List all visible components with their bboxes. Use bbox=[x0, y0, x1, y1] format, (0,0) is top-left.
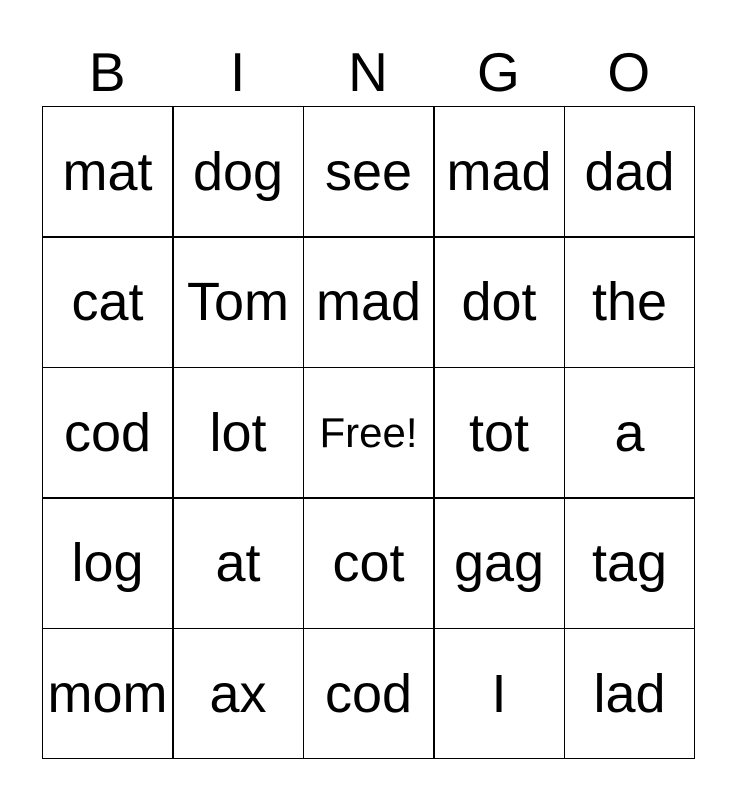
bingo-cell[interactable]: gag bbox=[435, 499, 564, 628]
bingo-cell[interactable]: lot bbox=[174, 368, 303, 497]
bingo-cell[interactable]: at bbox=[174, 499, 303, 628]
bingo-cell[interactable]: mad bbox=[304, 238, 433, 367]
bingo-cell[interactable]: ax bbox=[174, 629, 303, 758]
bingo-cell[interactable]: tot bbox=[435, 368, 564, 497]
bingo-cell[interactable]: see bbox=[304, 107, 433, 236]
bingo-cell[interactable]: mad bbox=[435, 107, 564, 236]
bingo-cell[interactable]: cot bbox=[304, 499, 433, 628]
bingo-cell[interactable]: cod bbox=[304, 629, 433, 758]
bingo-cell[interactable]: log bbox=[43, 499, 172, 628]
bingo-cell-free[interactable]: Free! bbox=[304, 368, 433, 497]
bingo-cell[interactable]: a bbox=[565, 368, 694, 497]
bingo-cell[interactable]: lad bbox=[565, 629, 694, 758]
bingo-header-letter-i: I bbox=[229, 41, 246, 103]
bingo-cell[interactable]: tag bbox=[565, 499, 694, 628]
bingo-cell[interactable]: mat bbox=[43, 107, 172, 236]
bingo-cell[interactable]: Tom bbox=[174, 238, 303, 367]
bingo-cell[interactable]: cod bbox=[43, 368, 172, 497]
bingo-cell[interactable]: I bbox=[435, 629, 564, 758]
bingo-cell[interactable]: dog bbox=[174, 107, 303, 236]
bingo-cell[interactable]: mom bbox=[43, 629, 172, 758]
bingo-header-letter-g: G bbox=[476, 41, 520, 103]
bingo-grid bbox=[42, 106, 695, 759]
bingo-header-letter-o: O bbox=[607, 41, 651, 103]
bingo-header bbox=[42, 40, 694, 103]
bingo-cell[interactable]: dad bbox=[565, 107, 694, 236]
bingo-cell[interactable]: the bbox=[565, 238, 694, 367]
bingo-header-letter-n: N bbox=[348, 41, 388, 103]
bingo-card bbox=[42, 40, 694, 759]
bingo-cell[interactable]: cat bbox=[43, 238, 172, 367]
bingo-header-letter-b: B bbox=[88, 41, 126, 103]
bingo-cell[interactable]: dot bbox=[435, 238, 564, 367]
